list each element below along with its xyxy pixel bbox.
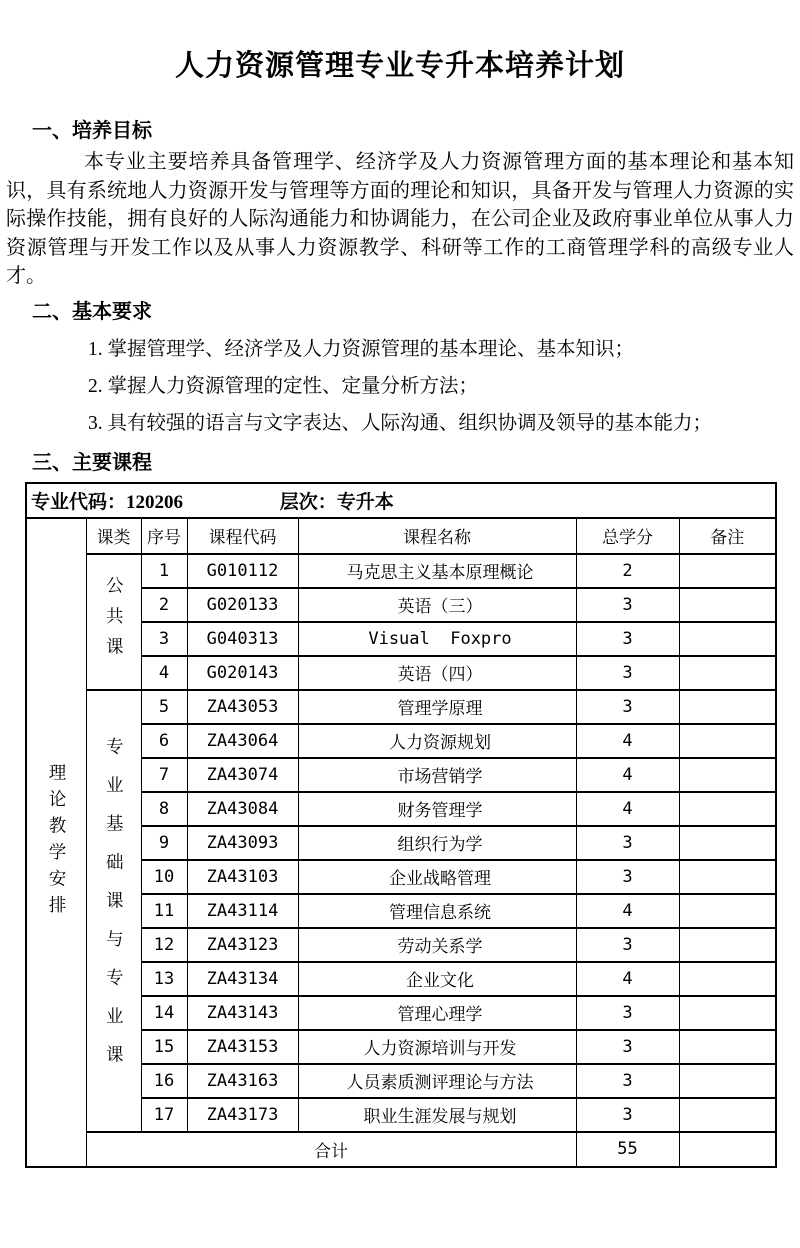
credits-cell: 3 xyxy=(576,656,679,690)
credits-cell: 4 xyxy=(576,962,679,996)
level-text: 层次：专升本 xyxy=(279,491,394,513)
remark-cell xyxy=(679,554,776,588)
name-cell: 英语（三） xyxy=(298,588,576,622)
code-cell: ZA43173 xyxy=(187,1098,298,1132)
table-total-row xyxy=(26,1132,776,1167)
name-cell: 管理心理学 xyxy=(298,996,576,1030)
seq-cell: 6 xyxy=(141,724,187,758)
seq-cell: 4 xyxy=(141,656,187,690)
table-header-row xyxy=(26,518,776,554)
remark-cell xyxy=(679,860,776,894)
col-header-category: 课类 xyxy=(86,518,141,554)
name-cell: 劳动关系学 xyxy=(298,928,576,962)
credits-cell: 3 xyxy=(576,1064,679,1098)
remark-cell xyxy=(679,928,776,962)
credits-cell: 3 xyxy=(576,1098,679,1132)
code-cell: ZA43084 xyxy=(187,792,298,826)
info-cell xyxy=(26,483,776,518)
side-label-vertical: 理论教学安排 xyxy=(47,762,67,922)
code-cell: G020143 xyxy=(187,656,298,690)
seq-cell: 14 xyxy=(141,996,187,1030)
code-cell: ZA43123 xyxy=(187,928,298,962)
remark-cell xyxy=(679,690,776,724)
seq-cell: 8 xyxy=(141,792,187,826)
table-row xyxy=(26,690,776,724)
requirement-item-3: 3. 具有较强的语言与文字表达、人际沟通、组织协调及领导的基本能力； xyxy=(88,412,713,434)
seq-cell: 12 xyxy=(141,928,187,962)
seq-cell: 10 xyxy=(141,860,187,894)
name-cell: 人员素质测评理论与方法 xyxy=(298,1064,576,1098)
seq-cell: 16 xyxy=(141,1064,187,1098)
seq-cell: 11 xyxy=(141,894,187,928)
name-cell: 企业战略管理 xyxy=(298,860,576,894)
name-cell: 马克思主义基本原理概论 xyxy=(298,554,576,588)
remark-cell xyxy=(679,622,776,656)
remark-cell xyxy=(679,656,776,690)
seq-cell: 5 xyxy=(141,690,187,724)
code-cell: ZA43074 xyxy=(187,758,298,792)
col-header-name: 课程名称 xyxy=(298,518,576,554)
remark-cell xyxy=(679,1064,776,1098)
col-header-seq: 序号 xyxy=(141,518,187,554)
objectives-paragraph: 本专业主要培养具备管理学、经济学及人力资源管理方面的基本理论和基本知识，具有系统地人力资源开发与管理等方面的理论和知识，具备开发与管理人力资源的实际操作技能，拥有良好的人际沟通能力和协调能力，在公司企业及政府事业单位从事人力资源管理与开发工作以及从事人力资源教学、科研等工作的工商管理学科的高级专业人才。 xyxy=(6,151,794,287)
code-cell: ZA43134 xyxy=(187,962,298,996)
total-credits-cell: 55 xyxy=(576,1132,679,1167)
name-cell: 管理学原理 xyxy=(298,690,576,724)
seq-cell: 17 xyxy=(141,1098,187,1132)
credits-cell: 3 xyxy=(576,622,679,656)
remark-cell xyxy=(679,588,776,622)
credits-cell: 4 xyxy=(576,724,679,758)
seq-cell: 1 xyxy=(141,554,187,588)
code-cell: ZA43163 xyxy=(187,1064,298,1098)
side-label-cell xyxy=(26,518,86,1167)
code-cell: ZA43114 xyxy=(187,894,298,928)
remark-cell xyxy=(679,724,776,758)
credits-cell: 3 xyxy=(576,860,679,894)
document-page xyxy=(0,48,800,1248)
course-table xyxy=(25,482,777,1168)
seq-cell: 13 xyxy=(141,962,187,996)
seq-cell: 7 xyxy=(141,758,187,792)
name-cell: 职业生涯发展与规划 xyxy=(298,1098,576,1132)
section-courses-heading: 三、主要课程 xyxy=(32,451,152,474)
credits-cell: 2 xyxy=(576,554,679,588)
name-cell: 英语（四） xyxy=(298,656,576,690)
code-cell: ZA43053 xyxy=(187,690,298,724)
credits-cell: 3 xyxy=(576,690,679,724)
code-cell: ZA43103 xyxy=(187,860,298,894)
category-label-major-courses: 专业基础课与专业课 xyxy=(104,737,125,1084)
section-objectives-heading: 一、培养目标 xyxy=(32,120,152,142)
code-cell: ZA43093 xyxy=(187,826,298,860)
seq-cell: 3 xyxy=(141,622,187,656)
credits-cell: 3 xyxy=(576,588,679,622)
section-requirements-heading: 二、基本要求 xyxy=(32,300,152,323)
name-cell: 人力资源培训与开发 xyxy=(298,1030,576,1064)
credits-cell: 4 xyxy=(576,894,679,928)
major-code-text: 专业代码：120206 xyxy=(31,491,184,513)
remark-cell xyxy=(679,792,776,826)
code-cell: ZA43143 xyxy=(187,996,298,1030)
category-label-public-courses: 公共课 xyxy=(104,575,125,668)
table-row xyxy=(26,554,776,588)
page-title: 人力资源管理专业专升本培养计划 xyxy=(174,50,625,82)
requirement-item-1: 1. 掌握管理学、经济学及人力资源管理的基本理论、基本知识； xyxy=(88,338,635,360)
col-header-credits: 总学分 xyxy=(576,518,679,554)
remark-cell xyxy=(679,894,776,928)
name-cell: 人力资源规划 xyxy=(298,724,576,758)
table-info-row xyxy=(26,483,776,518)
category-cell-major-courses xyxy=(86,690,141,1132)
category-cell-public-courses xyxy=(86,554,141,690)
name-cell: 组织行为学 xyxy=(298,826,576,860)
name-cell: 市场营销学 xyxy=(298,758,576,792)
credits-cell: 3 xyxy=(576,928,679,962)
code-cell: G010112 xyxy=(187,554,298,588)
col-header-code: 课程代码 xyxy=(187,518,298,554)
remark-cell xyxy=(679,1030,776,1064)
credits-cell: 3 xyxy=(576,826,679,860)
name-cell: 财务管理学 xyxy=(298,792,576,826)
name-cell: 管理信息系统 xyxy=(298,894,576,928)
seq-cell: 2 xyxy=(141,588,187,622)
remark-cell xyxy=(679,1098,776,1132)
name-cell: Visual Foxpro xyxy=(298,622,576,656)
code-cell: G040313 xyxy=(187,622,298,656)
remark-cell xyxy=(679,962,776,996)
seq-cell: 15 xyxy=(141,1030,187,1064)
credits-cell: 3 xyxy=(576,996,679,1030)
credits-cell: 4 xyxy=(576,792,679,826)
code-cell: G020133 xyxy=(187,588,298,622)
remark-cell xyxy=(679,758,776,792)
code-cell: ZA43153 xyxy=(187,1030,298,1064)
credits-cell: 3 xyxy=(576,1030,679,1064)
requirement-item-2: 2. 掌握人力资源管理的定性、定量分析方法； xyxy=(88,375,479,397)
remark-cell xyxy=(679,996,776,1030)
code-cell: ZA43064 xyxy=(187,724,298,758)
col-header-remark: 备注 xyxy=(679,518,776,554)
remark-cell xyxy=(679,1132,776,1167)
seq-cell: 9 xyxy=(141,826,187,860)
name-cell: 企业文化 xyxy=(298,962,576,996)
total-label-cell: 合计 xyxy=(86,1132,576,1167)
remark-cell xyxy=(679,826,776,860)
credits-cell: 4 xyxy=(576,758,679,792)
